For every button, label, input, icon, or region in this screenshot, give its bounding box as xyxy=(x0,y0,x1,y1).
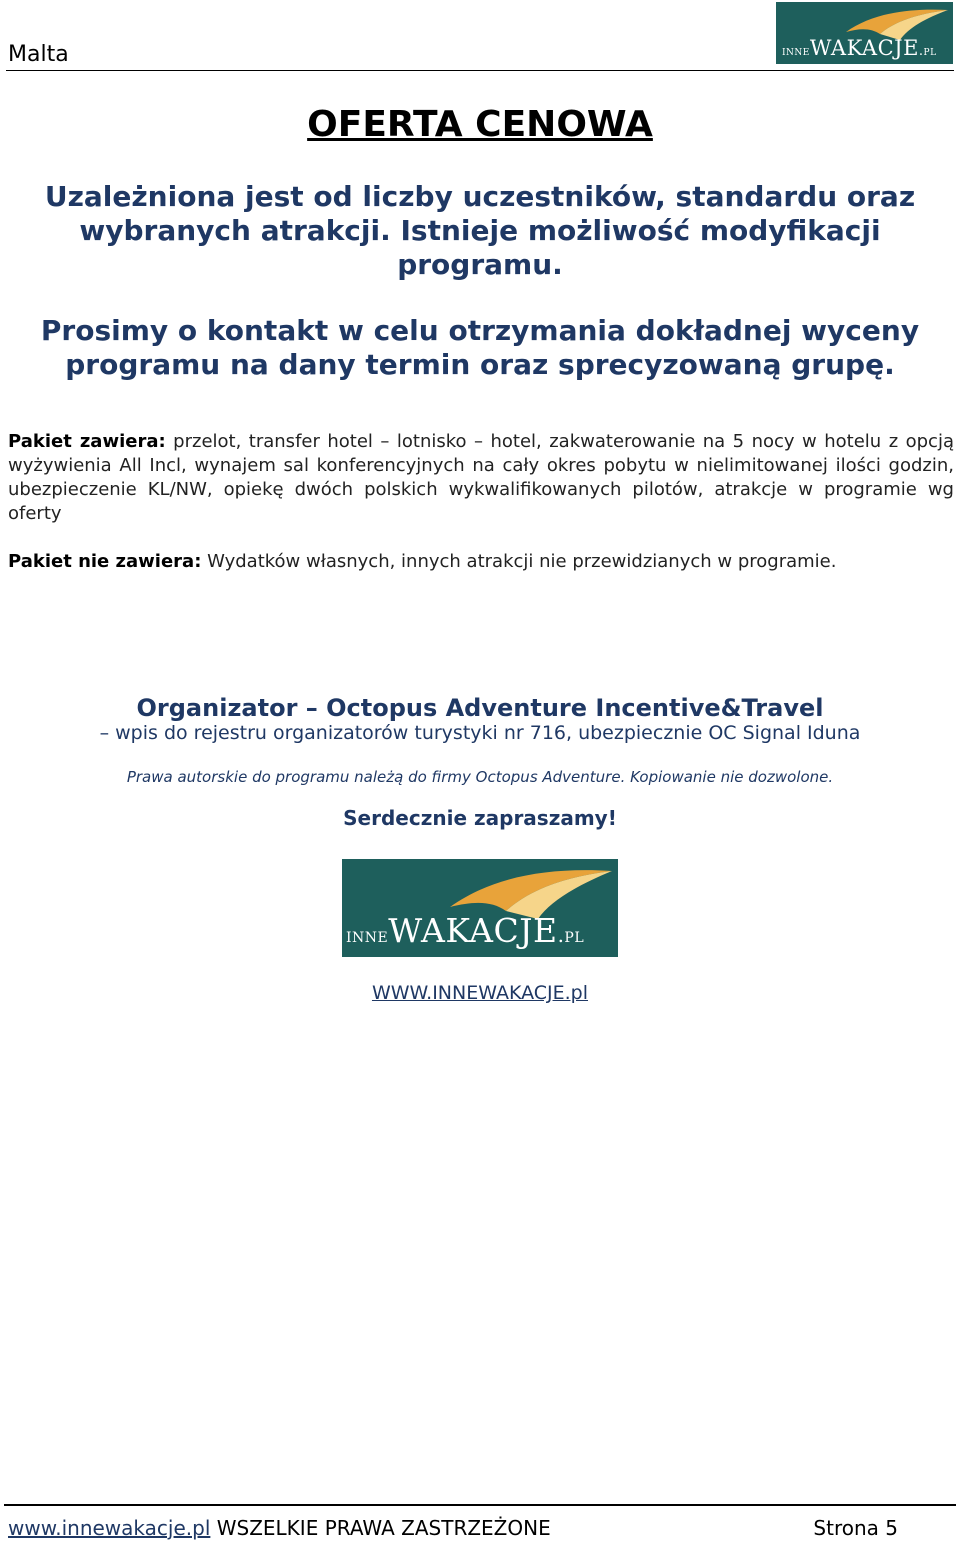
offer-title: OFERTA CENOWA xyxy=(307,104,653,145)
copyright-notice: Prawa autorskie do programu należą do firmy Octopus Adventure. Kopiowanie nie dozwolone. xyxy=(126,768,834,786)
organizer-name: Organizator – Octopus Adventure Incentive&Travel xyxy=(136,694,824,722)
page-indicator xyxy=(813,1516,898,1540)
brand-wordmark: inneWAKACJE.pl xyxy=(782,36,937,60)
package-excludes-text: Wydatków własnych, innych atrakcji nie przewidzianych w programie. xyxy=(201,551,837,572)
brand-wordmark: inneWAKACJE.pl xyxy=(346,911,585,950)
brand-logo-header[interactable] xyxy=(776,2,953,64)
header-divider xyxy=(6,70,954,71)
brand-logo-body[interactable] xyxy=(342,859,618,957)
offer-intro-contact: Prosimy o kontakt w celu otrzymania dokładnej wyceny programu na dany termin oraz sprecyzowaną grupę. xyxy=(40,314,920,381)
header-title: Malta xyxy=(8,42,69,67)
website-link[interactable]: WWW.INNEWAKACJE.pl xyxy=(371,982,589,1004)
organizer-registry: – wpis do rejestru organizatorów turystyki nr 716, ubezpiecznie OC Signal Iduna xyxy=(99,722,861,744)
package-includes-text: przelot, transfer hotel – lotnisko – hotel, zakwaterowanie na 5 nocy w hotelu z opcją wyżywienia All Incl, wynajem sal konferencyjnych na cały okres pobytu w nielimitowanej ilości godzin, ubezpieczenie KL/NW, opiekę dwóch polskich wykwalifikowanych pilotów, atrakcje w programie wg oferty xyxy=(8,431,954,524)
package-excludes xyxy=(8,550,954,574)
package-includes xyxy=(8,430,954,526)
package-excludes-label: Pakiet nie zawiera: xyxy=(8,551,202,572)
footer xyxy=(8,1516,898,1540)
footer-divider xyxy=(4,1504,956,1506)
page-number: 5 xyxy=(885,1516,898,1540)
footer-rights: WSZELKIE PRAWA ZASTRZEŻONE xyxy=(210,1516,551,1540)
package-includes-label: Pakiet zawiera: xyxy=(8,431,166,452)
footer-website-link[interactable]: www.innewakacje.pl xyxy=(8,1516,211,1540)
invitation: Serdecznie zapraszamy! xyxy=(343,806,617,830)
offer-intro-dependency: Uzależniona jest od liczby uczestników, standardu oraz wybranych atrakcji. Istnieje możliwość modyfikacji programu. xyxy=(44,180,916,281)
page-label: Strona xyxy=(813,1516,886,1540)
